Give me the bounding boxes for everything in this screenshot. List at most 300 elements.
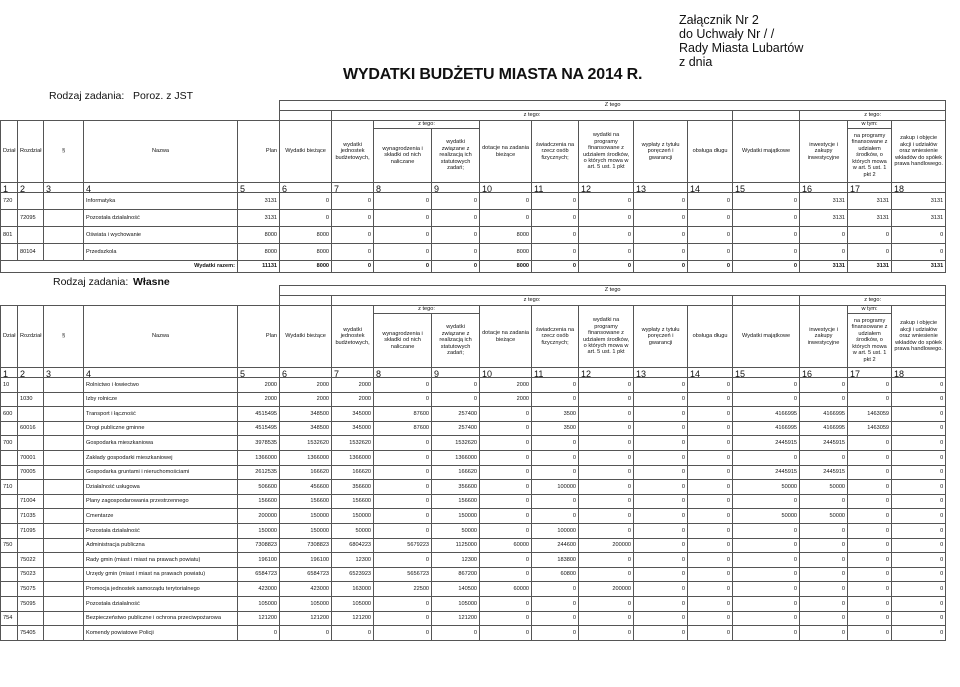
task-type-value: Własne bbox=[133, 276, 170, 288]
value-cell: 105000 bbox=[238, 596, 280, 611]
table-row bbox=[1, 567, 946, 582]
value-cell: 105000 bbox=[432, 596, 480, 611]
z-tego-biezace: z tego: bbox=[332, 296, 733, 306]
value-cell: 0 bbox=[480, 611, 532, 626]
rozdzial-cell bbox=[18, 407, 44, 422]
nazwa-cell: Komendy powiatowe Policji bbox=[84, 626, 238, 641]
value-cell: 7308823 bbox=[280, 538, 332, 553]
value-cell: 423000 bbox=[280, 582, 332, 597]
value-cell: 163000 bbox=[332, 582, 374, 597]
value-cell: 257400 bbox=[432, 421, 480, 436]
value-cell: 0 bbox=[634, 509, 688, 524]
value-cell: 0 bbox=[688, 193, 733, 210]
value-cell: 0 bbox=[634, 378, 688, 393]
value-cell: 0 bbox=[848, 494, 892, 509]
value-cell: 0 bbox=[374, 509, 432, 524]
value-cell: 3500 bbox=[532, 421, 579, 436]
table-row bbox=[1, 465, 946, 480]
value-cell: 0 bbox=[579, 611, 634, 626]
paragraf-cell bbox=[44, 626, 84, 641]
value-cell: 0 bbox=[688, 244, 733, 261]
value-cell: 0 bbox=[480, 596, 532, 611]
col-swiadczenia: świadczenia na rzecz osób fizycznych; bbox=[532, 306, 579, 368]
value-cell: 0 bbox=[892, 392, 946, 407]
value-cell: 0 bbox=[892, 227, 946, 244]
paragraf-cell bbox=[44, 465, 84, 480]
value-cell: 121200 bbox=[432, 611, 480, 626]
value-cell: 3131 bbox=[238, 210, 280, 227]
total-value-cell: 3131 bbox=[800, 261, 848, 273]
value-cell: 0 bbox=[532, 392, 579, 407]
value-cell: 3131 bbox=[848, 210, 892, 227]
value-cell: 0 bbox=[892, 494, 946, 509]
value-cell: 0 bbox=[892, 509, 946, 524]
value-cell: 200000 bbox=[238, 509, 280, 524]
value-cell: 0 bbox=[688, 553, 733, 568]
value-cell: 0 bbox=[432, 210, 480, 227]
value-cell: 3131 bbox=[238, 193, 280, 210]
value-cell: 0 bbox=[532, 509, 579, 524]
nazwa-cell: Działalność usługowa bbox=[84, 480, 238, 495]
value-cell: 22500 bbox=[374, 582, 432, 597]
table-row bbox=[1, 392, 946, 407]
value-cell: 0 bbox=[634, 538, 688, 553]
value-cell: 0 bbox=[634, 582, 688, 597]
value-cell: 0 bbox=[892, 407, 946, 422]
nazwa-cell: Pozostała działalność bbox=[84, 210, 238, 227]
value-cell: 0 bbox=[688, 480, 733, 495]
value-cell: 0 bbox=[280, 193, 332, 210]
rozdzial-cell: 80104 bbox=[18, 244, 44, 261]
value-cell: 0 bbox=[374, 210, 432, 227]
value-cell: 2445915 bbox=[733, 436, 800, 451]
value-cell: 87600 bbox=[374, 421, 432, 436]
value-cell: 200000 bbox=[579, 538, 634, 553]
col-wydatki-programy: wydatki na programy finansowane z udziałem środków, o których mowa w art. 5 ust. 1 pkt bbox=[579, 121, 634, 183]
value-cell: 0 bbox=[848, 378, 892, 393]
z-tego-jednostek: z tego: bbox=[374, 306, 480, 314]
value-cell: 8000 bbox=[480, 244, 532, 261]
paragraf-cell bbox=[44, 494, 84, 509]
value-cell: 0 bbox=[800, 494, 848, 509]
page-title: WYDATKI BUDŻETU MIASTA NA 2014 R. bbox=[343, 66, 643, 83]
value-cell: 0 bbox=[733, 210, 800, 227]
value-cell: 0 bbox=[374, 553, 432, 568]
value-cell: 100000 bbox=[532, 523, 579, 538]
column-number: 11 bbox=[532, 183, 579, 193]
table-row bbox=[1, 582, 946, 597]
value-cell: 0 bbox=[374, 494, 432, 509]
value-cell: 0 bbox=[688, 378, 733, 393]
dzial-cell: 700 bbox=[1, 436, 18, 451]
value-cell: 0 bbox=[532, 436, 579, 451]
value-cell: 0 bbox=[848, 567, 892, 582]
col-wydatki-biezace: Wydatki bieżące bbox=[280, 306, 332, 368]
paragraf-cell bbox=[44, 407, 84, 422]
value-cell: 12300 bbox=[332, 553, 374, 568]
value-cell: 0 bbox=[532, 494, 579, 509]
rozdzial-cell bbox=[18, 193, 44, 210]
value-cell: 2445915 bbox=[800, 436, 848, 451]
value-cell: 50000 bbox=[800, 509, 848, 524]
table-row bbox=[1, 494, 946, 509]
column-number: 17 bbox=[848, 183, 892, 193]
paragraf-cell bbox=[44, 509, 84, 524]
value-cell: 0 bbox=[733, 538, 800, 553]
value-cell: 2000 bbox=[238, 392, 280, 407]
column-number: 14 bbox=[688, 368, 733, 378]
value-cell: 0 bbox=[800, 227, 848, 244]
col-plan: Plan bbox=[238, 306, 280, 368]
value-cell: 2000 bbox=[332, 378, 374, 393]
value-cell: 348500 bbox=[280, 421, 332, 436]
value-cell: 0 bbox=[848, 523, 892, 538]
nazwa-cell: Informatyka bbox=[84, 193, 238, 210]
value-cell: 0 bbox=[579, 210, 634, 227]
value-cell: 0 bbox=[579, 227, 634, 244]
value-cell: 244600 bbox=[532, 538, 579, 553]
value-cell: 0 bbox=[532, 465, 579, 480]
rozdzial-cell bbox=[18, 538, 44, 553]
value-cell: 0 bbox=[848, 392, 892, 407]
value-cell: 0 bbox=[848, 509, 892, 524]
rozdzial-cell: 71004 bbox=[18, 494, 44, 509]
value-cell: 0 bbox=[892, 436, 946, 451]
value-cell: 456600 bbox=[280, 480, 332, 495]
value-cell: 0 bbox=[733, 596, 800, 611]
value-cell: 0 bbox=[634, 407, 688, 422]
nazwa-cell: Rady gmin (miast i miast na prawach powiatu) bbox=[84, 553, 238, 568]
value-cell: 4515495 bbox=[238, 421, 280, 436]
col-swiadczenia: świadczenia na rzecz osób fizycznych; bbox=[532, 121, 579, 183]
column-number: 12 bbox=[579, 183, 634, 193]
value-cell: 0 bbox=[480, 436, 532, 451]
value-cell: 0 bbox=[532, 244, 579, 261]
column-number: 4 bbox=[84, 183, 238, 193]
column-number: 15 bbox=[733, 368, 800, 378]
col-poreczenia: wypłaty z tytułu poręczeń i gwarancji bbox=[634, 121, 688, 183]
col-zakup-akcji: zakup i objęcie akcji i udziałów oraz wniesienie wkładów do spółek prawa handlowego. bbox=[892, 306, 946, 368]
rozdzial-cell: 75022 bbox=[18, 553, 44, 568]
value-cell: 0 bbox=[848, 611, 892, 626]
value-cell: 0 bbox=[480, 465, 532, 480]
value-cell: 0 bbox=[892, 480, 946, 495]
value-cell: 6804223 bbox=[332, 538, 374, 553]
value-cell: 0 bbox=[579, 480, 634, 495]
value-cell: 0 bbox=[688, 494, 733, 509]
value-cell: 0 bbox=[579, 567, 634, 582]
value-cell: 0 bbox=[374, 450, 432, 465]
z-tego-majatkowe: z tego: bbox=[800, 296, 946, 306]
value-cell: 60000 bbox=[480, 538, 532, 553]
value-cell: 0 bbox=[688, 210, 733, 227]
value-cell: 4166995 bbox=[800, 407, 848, 422]
col-obsluga-dlugu: obsługa długu bbox=[688, 306, 733, 368]
value-cell: 150000 bbox=[432, 509, 480, 524]
value-cell: 2000 bbox=[280, 392, 332, 407]
z-tego-top: Z tego bbox=[280, 101, 946, 111]
value-cell: 0 bbox=[480, 450, 532, 465]
nazwa-cell: Oświata i wychowanie bbox=[84, 227, 238, 244]
value-cell: 0 bbox=[480, 480, 532, 495]
table-row bbox=[1, 480, 946, 495]
value-cell: 105000 bbox=[332, 596, 374, 611]
dzial-cell bbox=[1, 596, 18, 611]
value-cell: 0 bbox=[733, 193, 800, 210]
dzial-cell: 600 bbox=[1, 407, 18, 422]
value-cell: 0 bbox=[848, 626, 892, 641]
table-row bbox=[1, 378, 946, 393]
value-cell: 0 bbox=[892, 378, 946, 393]
rozdzial-cell bbox=[18, 227, 44, 244]
value-cell: 1366000 bbox=[332, 450, 374, 465]
value-cell: 0 bbox=[688, 465, 733, 480]
rozdzial-cell: 75405 bbox=[18, 626, 44, 641]
value-cell: 0 bbox=[848, 538, 892, 553]
rozdzial-cell bbox=[18, 611, 44, 626]
rozdzial-cell bbox=[18, 378, 44, 393]
value-cell: 0 bbox=[848, 436, 892, 451]
value-cell: 0 bbox=[480, 553, 532, 568]
value-cell: 0 bbox=[848, 450, 892, 465]
value-cell: 0 bbox=[332, 193, 374, 210]
value-cell: 0 bbox=[848, 596, 892, 611]
nazwa-cell: Pozostała działalność bbox=[84, 523, 238, 538]
value-cell: 0 bbox=[579, 392, 634, 407]
value-cell: 196100 bbox=[238, 553, 280, 568]
value-cell: 0 bbox=[634, 210, 688, 227]
value-cell: 8000 bbox=[480, 227, 532, 244]
value-cell: 0 bbox=[579, 378, 634, 393]
value-cell: 5679223 bbox=[374, 538, 432, 553]
nazwa-cell: Cmentarze bbox=[84, 509, 238, 524]
dzial-cell bbox=[1, 582, 18, 597]
total-value-cell: 3131 bbox=[848, 261, 892, 273]
value-cell: 3131 bbox=[892, 193, 946, 210]
value-cell: 0 bbox=[480, 494, 532, 509]
value-cell: 8000 bbox=[238, 244, 280, 261]
dzial-cell: 754 bbox=[1, 611, 18, 626]
dzial-cell: 720 bbox=[1, 193, 18, 210]
paragraf-cell bbox=[44, 567, 84, 582]
column-number: 16 bbox=[800, 368, 848, 378]
value-cell: 105000 bbox=[280, 596, 332, 611]
value-cell: 1463059 bbox=[848, 407, 892, 422]
value-cell: 0 bbox=[432, 392, 480, 407]
value-cell: 0 bbox=[432, 227, 480, 244]
table-row bbox=[1, 210, 946, 227]
value-cell: 0 bbox=[848, 227, 892, 244]
value-cell: 0 bbox=[579, 193, 634, 210]
value-cell: 0 bbox=[733, 553, 800, 568]
value-cell: 0 bbox=[374, 392, 432, 407]
value-cell: 0 bbox=[579, 596, 634, 611]
col-plan: Plan bbox=[238, 121, 280, 183]
col-zakup-akcji: zakup i objęcie akcji i udziałów oraz wniesienie wkładów do spółek prawa handlowego. bbox=[892, 121, 946, 183]
rozdzial-cell: 75023 bbox=[18, 567, 44, 582]
value-cell: 0 bbox=[634, 227, 688, 244]
value-cell: 150000 bbox=[280, 509, 332, 524]
value-cell: 0 bbox=[280, 210, 332, 227]
table-row bbox=[1, 193, 946, 210]
value-cell: 0 bbox=[332, 626, 374, 641]
value-cell: 0 bbox=[332, 227, 374, 244]
total-value-cell: 3131 bbox=[892, 261, 946, 273]
paragraf-cell bbox=[44, 210, 84, 227]
nazwa-cell: Bezpieczeństwo publiczne i ochrona przeciwpożarowa bbox=[84, 611, 238, 626]
value-cell: 0 bbox=[634, 611, 688, 626]
value-cell: 0 bbox=[800, 523, 848, 538]
value-cell: 0 bbox=[634, 553, 688, 568]
col-inwestycje: inwestycje i zakupy inwestycyjne bbox=[800, 306, 848, 368]
value-cell: 0 bbox=[238, 626, 280, 641]
attachment-line: z dnia bbox=[679, 55, 713, 69]
value-cell: 0 bbox=[892, 596, 946, 611]
nazwa-cell: Rolnictwo i łowiectwo bbox=[84, 378, 238, 393]
paragraf-cell bbox=[44, 421, 84, 436]
dzial-cell: 801 bbox=[1, 227, 18, 244]
nazwa-cell: Plany zagospodarowania przestrzennego bbox=[84, 494, 238, 509]
value-cell: 0 bbox=[634, 465, 688, 480]
dzial-cell bbox=[1, 567, 18, 582]
value-cell: 0 bbox=[892, 244, 946, 261]
value-cell: 2445915 bbox=[733, 465, 800, 480]
dzial-cell bbox=[1, 509, 18, 524]
nazwa-cell: Gospodarka gruntami i nieruchomościami bbox=[84, 465, 238, 480]
value-cell: 0 bbox=[634, 436, 688, 451]
attachment-line: do Uchwały Nr / / bbox=[679, 27, 775, 41]
value-cell: 4166995 bbox=[733, 407, 800, 422]
col-obsluga-dlugu: obsługa długu bbox=[688, 121, 733, 183]
total-label: Wydatki razem: bbox=[1, 261, 238, 273]
rozdzial-cell: 75095 bbox=[18, 596, 44, 611]
expenses-table-2 bbox=[0, 285, 946, 641]
value-cell: 166620 bbox=[432, 465, 480, 480]
value-cell: 150000 bbox=[332, 509, 374, 524]
value-cell: 8000 bbox=[280, 244, 332, 261]
nazwa-cell: Promocja jednostek samorządu terytorialnego bbox=[84, 582, 238, 597]
value-cell: 121200 bbox=[280, 611, 332, 626]
value-cell: 0 bbox=[688, 626, 733, 641]
value-cell: 0 bbox=[579, 626, 634, 641]
column-number: 17 bbox=[848, 368, 892, 378]
value-cell: 0 bbox=[480, 193, 532, 210]
column-number: 12 bbox=[579, 368, 634, 378]
value-cell: 0 bbox=[688, 538, 733, 553]
value-cell: 0 bbox=[532, 193, 579, 210]
value-cell: 0 bbox=[634, 567, 688, 582]
nazwa-cell: Izby rolnicze bbox=[84, 392, 238, 407]
value-cell: 356600 bbox=[332, 480, 374, 495]
col-wydatki-zwiazane: wydatki związane z realizacją ich statutowych zadań; bbox=[432, 314, 480, 368]
dzial-cell: 710 bbox=[1, 480, 18, 495]
value-cell: 2000 bbox=[480, 392, 532, 407]
value-cell: 6584723 bbox=[280, 567, 332, 582]
value-cell: 7308823 bbox=[238, 538, 280, 553]
value-cell: 4166995 bbox=[733, 421, 800, 436]
dzial-cell bbox=[1, 210, 18, 227]
value-cell: 0 bbox=[800, 553, 848, 568]
value-cell: 0 bbox=[733, 450, 800, 465]
z-tego-jednostek: z tego: bbox=[374, 121, 480, 129]
value-cell: 0 bbox=[892, 611, 946, 626]
value-cell: 0 bbox=[892, 538, 946, 553]
rozdzial-cell: 60016 bbox=[18, 421, 44, 436]
dzial-cell bbox=[1, 392, 18, 407]
value-cell: 0 bbox=[688, 407, 733, 422]
table-row bbox=[1, 538, 946, 553]
value-cell: 0 bbox=[374, 523, 432, 538]
value-cell: 1366000 bbox=[238, 450, 280, 465]
col-wydatki-jednostek: wydatki jednostek budżetowych, bbox=[332, 121, 374, 183]
value-cell: 156600 bbox=[432, 494, 480, 509]
value-cell: 1463059 bbox=[848, 421, 892, 436]
value-cell: 0 bbox=[688, 421, 733, 436]
col-wydatki-zwiazane: wydatki związane z realizacją ich statutowych zadań; bbox=[432, 129, 480, 183]
col-programy-art5: na programy finansowane z udziałem środków, o których mowa w art. 5 ust. 1 pkt 2 bbox=[848, 314, 892, 368]
value-cell: 0 bbox=[532, 582, 579, 597]
paragraf-cell bbox=[44, 193, 84, 210]
paragraf-cell bbox=[44, 450, 84, 465]
value-cell: 0 bbox=[374, 436, 432, 451]
value-cell: 1532620 bbox=[332, 436, 374, 451]
value-cell: 6584723 bbox=[238, 567, 280, 582]
value-cell: 3131 bbox=[892, 210, 946, 227]
column-number: 16 bbox=[800, 183, 848, 193]
value-cell: 0 bbox=[733, 392, 800, 407]
value-cell: 345000 bbox=[332, 407, 374, 422]
rozdzial-cell: 71035 bbox=[18, 509, 44, 524]
attachment-note bbox=[679, 13, 803, 69]
value-cell: 0 bbox=[579, 407, 634, 422]
paragraf-cell bbox=[44, 392, 84, 407]
value-cell: 0 bbox=[733, 523, 800, 538]
value-cell: 1532620 bbox=[280, 436, 332, 451]
value-cell: 0 bbox=[432, 378, 480, 393]
total-value-cell: 0 bbox=[579, 261, 634, 273]
value-cell: 0 bbox=[579, 436, 634, 451]
value-cell: 0 bbox=[374, 596, 432, 611]
dzial-cell bbox=[1, 244, 18, 261]
w-tym: w tym: bbox=[848, 306, 892, 314]
rozdzial-cell bbox=[18, 436, 44, 451]
value-cell: 8000 bbox=[238, 227, 280, 244]
value-cell: 0 bbox=[688, 596, 733, 611]
paragraf-cell bbox=[44, 227, 84, 244]
value-cell: 0 bbox=[579, 244, 634, 261]
value-cell: 0 bbox=[432, 193, 480, 210]
value-cell: 0 bbox=[634, 450, 688, 465]
value-cell: 0 bbox=[374, 378, 432, 393]
value-cell: 1125000 bbox=[432, 538, 480, 553]
table-row bbox=[1, 244, 946, 261]
value-cell: 0 bbox=[634, 494, 688, 509]
value-cell: 0 bbox=[280, 626, 332, 641]
value-cell: 0 bbox=[688, 611, 733, 626]
col-wydatki-majatkowe: Wydatki majątkowe bbox=[733, 306, 800, 368]
value-cell: 0 bbox=[579, 421, 634, 436]
value-cell: 0 bbox=[892, 421, 946, 436]
col-paragraf: § bbox=[44, 121, 84, 183]
value-cell: 0 bbox=[532, 210, 579, 227]
col-dotacje: dotacje na zadania bieżące bbox=[480, 121, 532, 183]
z-tego-majatkowe: z tego: bbox=[800, 111, 946, 121]
paragraf-cell bbox=[44, 436, 84, 451]
value-cell: 0 bbox=[634, 480, 688, 495]
value-cell: 60000 bbox=[480, 582, 532, 597]
value-cell: 0 bbox=[532, 596, 579, 611]
col-wynagrodzenia: wynagrodzenia i składki od nich naliczane bbox=[374, 129, 432, 183]
